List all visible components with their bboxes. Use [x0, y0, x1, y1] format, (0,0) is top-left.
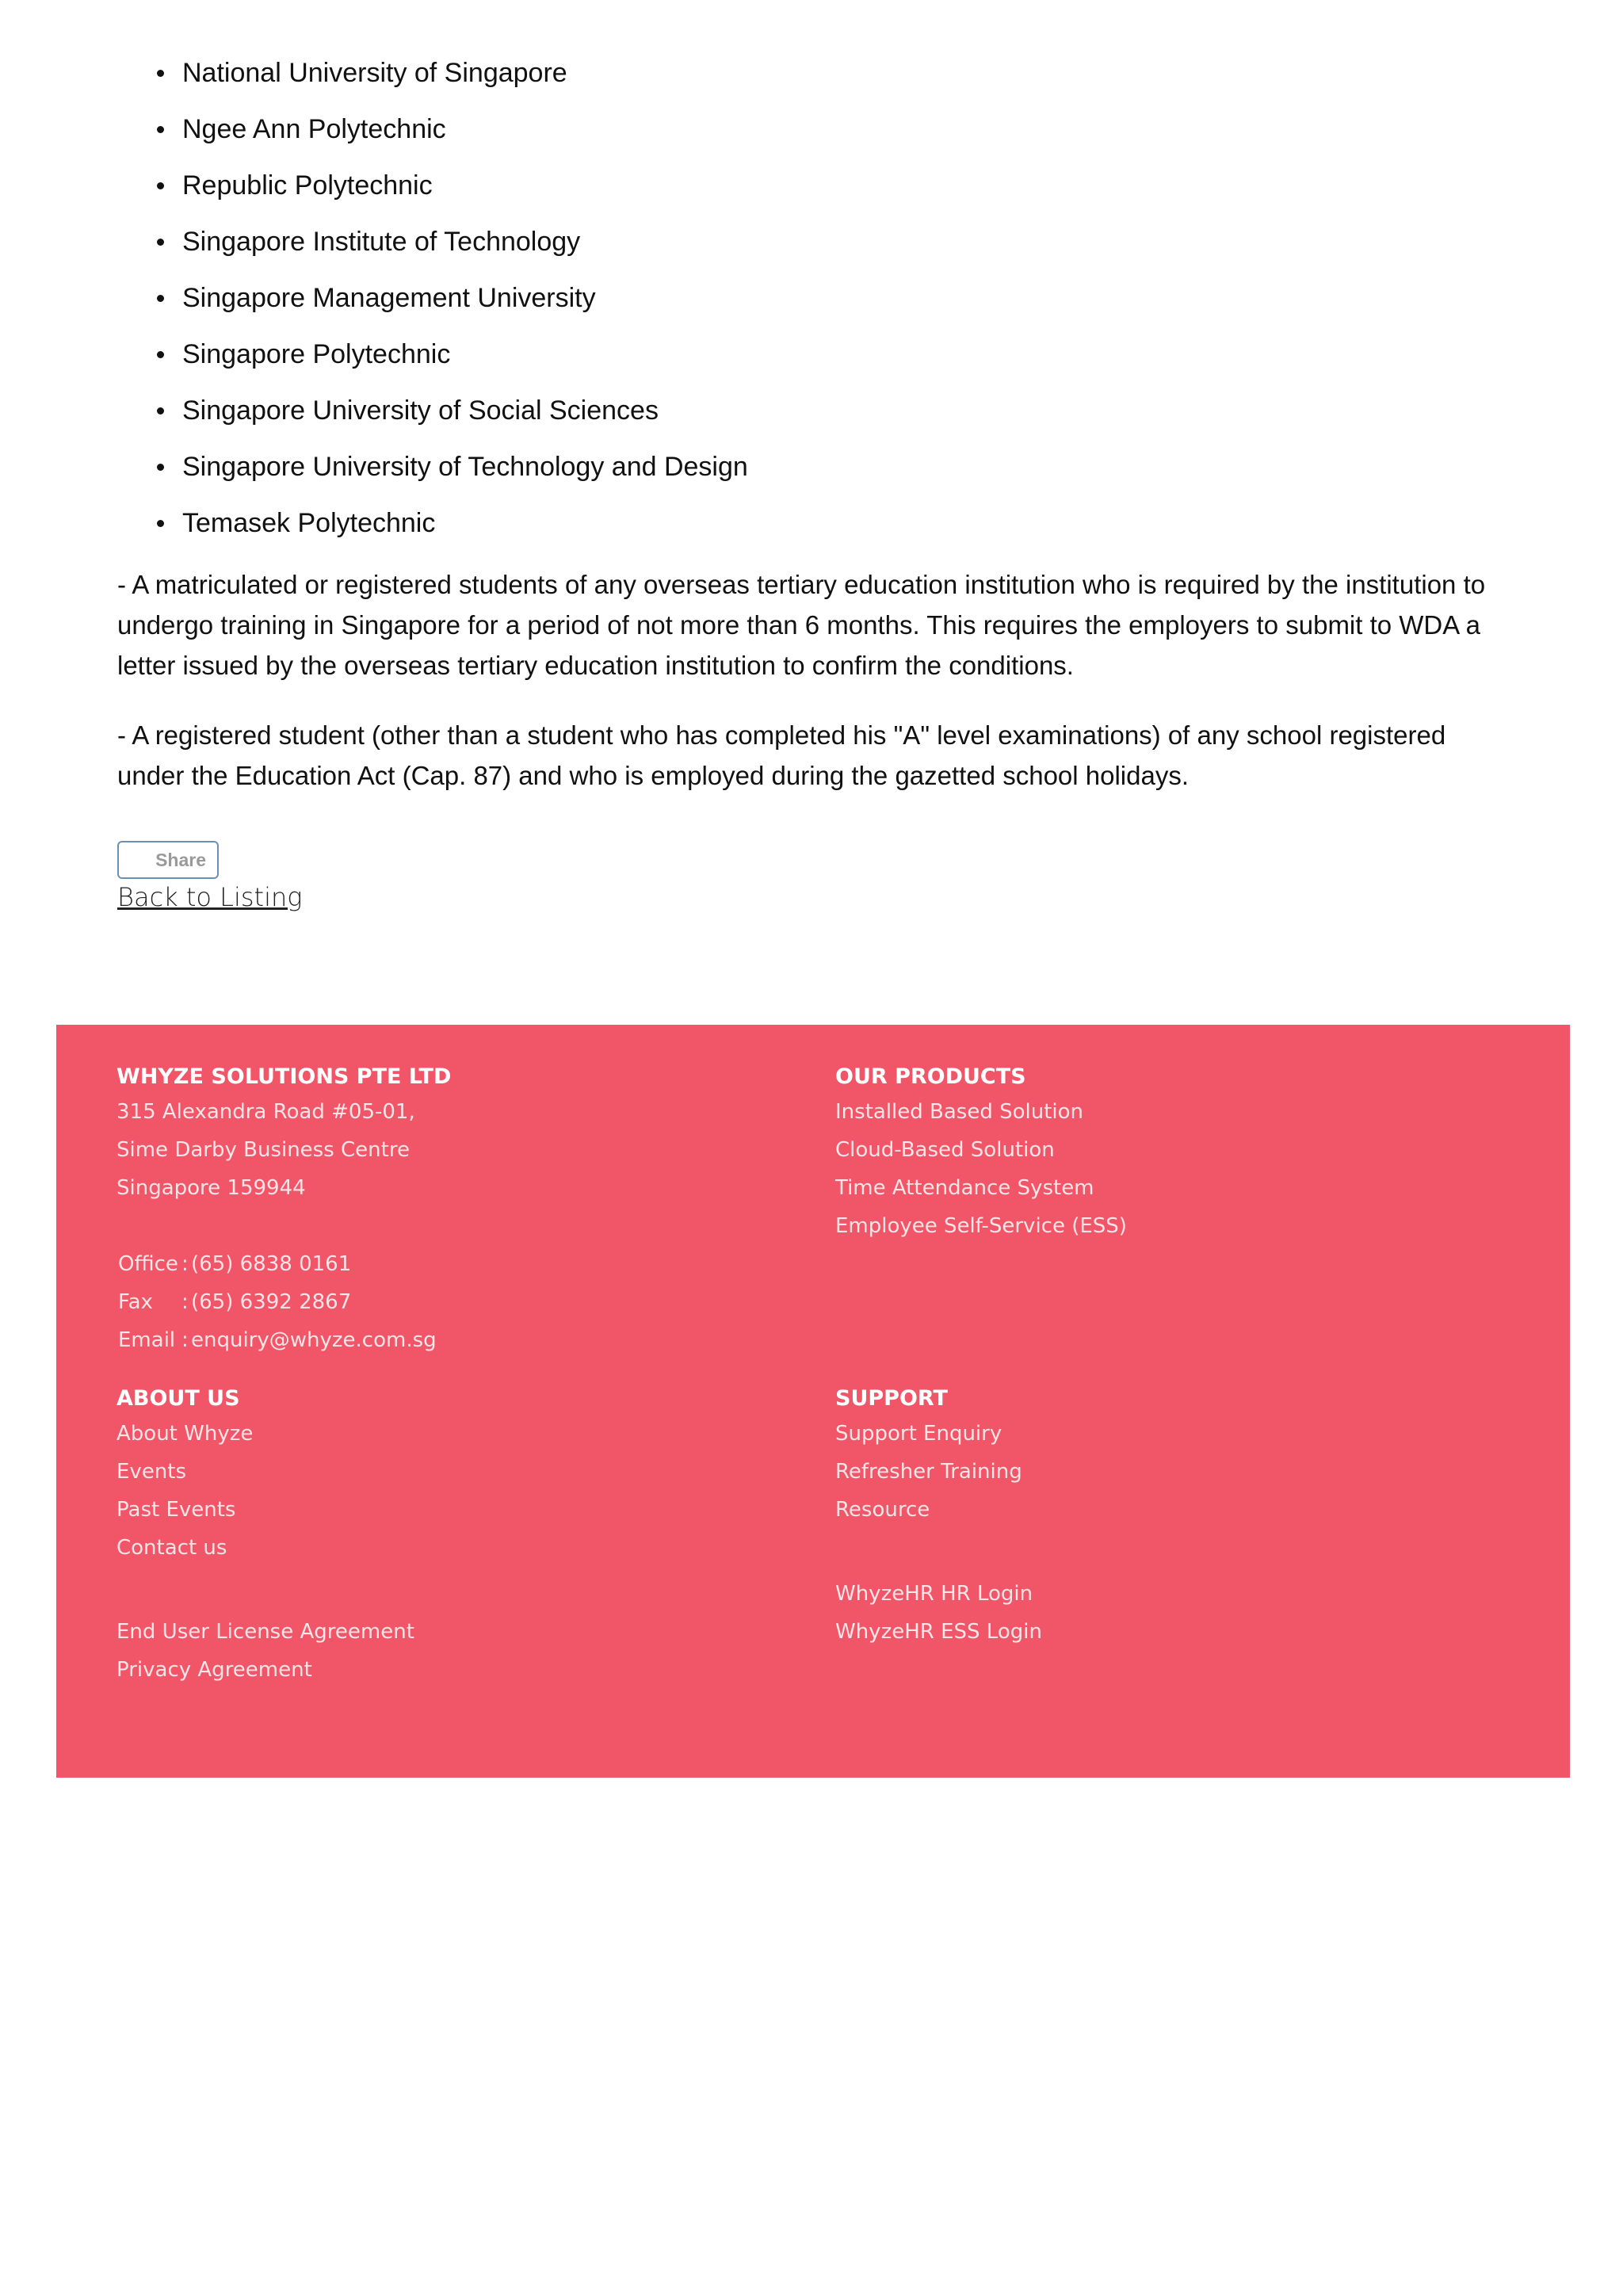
products-section	[835, 1061, 1127, 1245]
list-item: Singapore University of Technology and Design	[117, 448, 748, 504]
bullet-icon	[157, 464, 164, 471]
list-item: Singapore Polytechnic	[117, 335, 748, 392]
bullet-icon	[157, 351, 164, 358]
eula-link[interactable]: End User License Agreement	[116, 1620, 414, 1644]
address-line: 315 Alexandra Road #05-01,	[116, 1100, 415, 1124]
about-section	[116, 1383, 414, 1689]
past-events-link[interactable]: Past Events	[116, 1498, 236, 1522]
employee-self-service-link[interactable]: Employee Self-Service (ESS)	[835, 1214, 1127, 1238]
company-heading: WHYZE SOLUTIONS PTE LTD	[116, 1064, 452, 1089]
address-line: Sime Darby Business Centre	[116, 1138, 410, 1162]
installed-based-solution-link[interactable]: Installed Based Solution	[835, 1100, 1084, 1124]
institution-list	[117, 54, 748, 560]
email-link[interactable]: enquiry@whyze.com.sg	[191, 1328, 437, 1352]
site-footer	[56, 1025, 1570, 1778]
about-heading: ABOUT US	[116, 1386, 240, 1411]
contact-us-link[interactable]: Contact us	[116, 1536, 227, 1560]
list-item: Republic Polytechnic	[117, 166, 748, 223]
list-item: Temasek Polytechnic	[117, 504, 748, 560]
refresher-training-link[interactable]: Refresher Training	[835, 1460, 1022, 1484]
support-section	[835, 1383, 1042, 1651]
school-student-paragraph: - A registered student (other than a student who has completed his "A" level examinations) of any school registered under the Education Act (Cap. 87) and who is employed during the gazetted school holidays.	[117, 720, 1446, 790]
bullet-icon	[157, 520, 164, 527]
address-line: Singapore 159944	[116, 1176, 306, 1200]
privacy-agreement-link[interactable]: Privacy Agreement	[116, 1658, 312, 1682]
products-heading: OUR PRODUCTS	[835, 1064, 1026, 1089]
list-item: National University of Singapore	[117, 54, 748, 110]
bullet-icon	[157, 126, 164, 133]
overseas-student-paragraph: - A matriculated or registered students of any overseas tertiary education institution who is required by the institution to undergo training in Singapore for a period of not more than 6 months. This requires the employers to submit to WDA a letter issued by the overseas tertiary education institution to confirm the conditions.	[117, 570, 1486, 680]
time-attendance-system-link[interactable]: Time Attendance System	[835, 1176, 1094, 1200]
office-phone: Office : (65) 6838 0161	[118, 1252, 352, 1276]
bullet-icon	[157, 70, 164, 77]
events-link[interactable]: Events	[116, 1460, 187, 1484]
share-button[interactable]: Share	[117, 841, 219, 879]
list-item: Ngee Ann Polytechnic	[117, 110, 748, 166]
resource-link[interactable]: Resource	[835, 1498, 930, 1522]
bullet-icon	[157, 295, 164, 302]
bullet-icon	[157, 407, 164, 415]
list-item: Singapore University of Social Sciences	[117, 392, 748, 448]
support-heading: SUPPORT	[835, 1386, 948, 1411]
list-item: Singapore Institute of Technology	[117, 223, 748, 279]
email-address: Email : enquiry@whyze.com.sg	[118, 1328, 437, 1352]
bullet-icon	[157, 239, 164, 246]
about-whyze-link[interactable]: About Whyze	[116, 1422, 254, 1446]
cloud-based-solution-link[interactable]: Cloud-Based Solution	[835, 1138, 1055, 1162]
back-to-listing-link[interactable]: Back to Listing	[117, 882, 303, 912]
bullet-icon	[157, 182, 164, 189]
support-enquiry-link[interactable]: Support Enquiry	[835, 1422, 1002, 1446]
list-item: Singapore Management University	[117, 279, 748, 335]
hr-login-link[interactable]: WhyzeHR HR Login	[835, 1582, 1033, 1606]
fax-number: Fax : (65) 6392 2867	[118, 1290, 352, 1314]
ess-login-link[interactable]: WhyzeHR ESS Login	[835, 1620, 1042, 1644]
company-info	[116, 1061, 451, 1359]
